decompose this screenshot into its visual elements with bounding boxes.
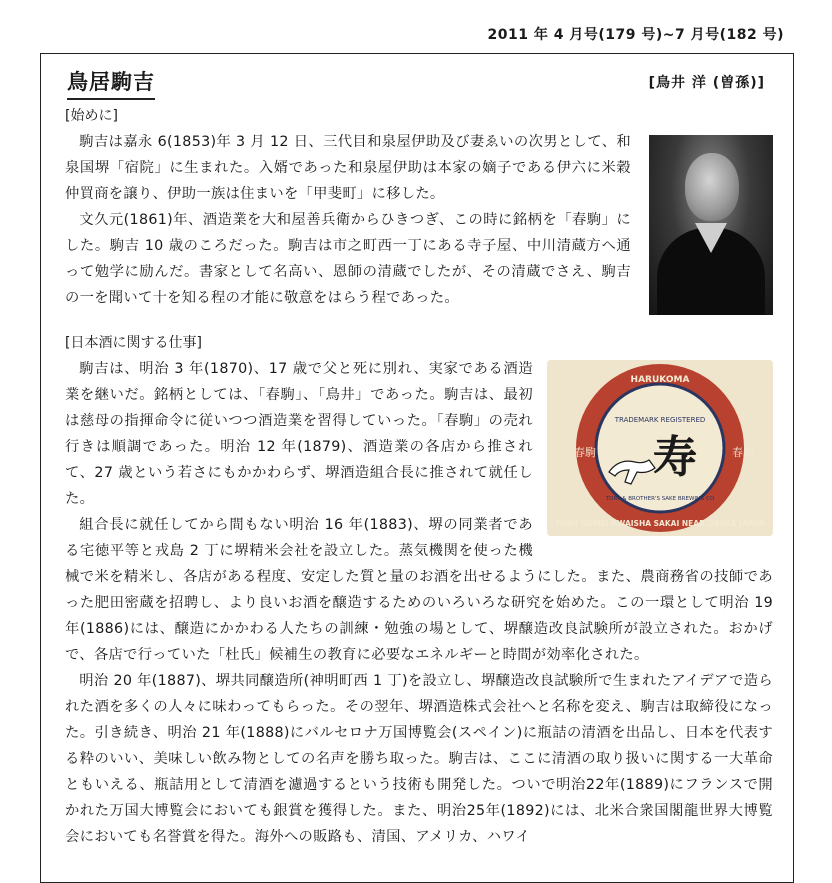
svg-text:TRADEMARK REGISTERED: TRADEMARK REGISTERED	[614, 416, 706, 424]
article-title: 鳥居駒吉	[67, 66, 155, 100]
paragraph: 組合長に就任してから間もない明治 16 年(1883)、堺の同業者である宅徳平等と戎島 2 丁に堺精米会社を設立した。蒸気機関を使った機械で米を精米し、各店がある程度、安定した質と量のお酒を出せるようにした。また、農商務省の技師であった肥田密蔵を招聘し、より良いお酒を醸造するためのいろいろな研究を始めた。この一環として明治 19 年(1886)には、醸造にかかわる人たちの訓練・勉強の場として、堺醸造改良試験所が設立された。おかげで、各店で行っていた「杜氏」候補生の教育に必要なエネルギーと時間が効率化された。	[65, 517, 773, 663]
paragraph: 明治 20 年(1887)、堺共同醸造所(神明町西 1 丁)を設立し、堺醸造改良試験所で生まれたアイデアで造られた酒を多くの人々に味わってもらった。その翌年、堺酒造株式会社へと名称を変え、駒吉は取締役になった。引き続き、明治 21 年(1888)にバルセロナ万国博覧会(スペイン)に瓶詰の清酒を出品し、日本を代表する粋のいい、美味しい飲み物としての名声を勝ち取った。駒吉は、ここに清酒の取り扱いに関する一大革命ともいえる、瓶詰用として清酒を濾過するという技術も開発した。ついで明治22年(1889)にフランスで開かれた万国大博覧会においても銀賞を獲得した。また、明治25年(1892)には、北米合衆国閣龍世界大博覧会においても名誉賞を得た。海外への販路も、清国、アメリカ、ハワイ	[65, 673, 773, 845]
section-heading-sake-work: [日本酒に関する仕事]	[65, 335, 202, 351]
svg-text:TORII GOMEI KWAISHA SAKAI NEAR: TORII GOMEI KWAISHA SAKAI NEAR OSAKA JAPAN	[555, 519, 765, 528]
issue-number: 2011 年 4 月号(179 号)~7 月号(182 号)	[487, 27, 784, 43]
portrait-photo	[649, 135, 773, 315]
svg-text:TORII & BROTHER'S SAKE BREWING: TORII & BROTHER'S SAKE BREWING CO	[605, 496, 715, 502]
article-frame	[40, 53, 794, 883]
paragraph: 駒吉は、明治 3 年(1870)、17 歳で父と死に別れ、実家である酒造業を継いだ。銘柄としては、「春駒」、「鳥井」であった。駒吉は、最初は慈母の指揮命令に従いつつ酒造業を習得していった。「春駒」の売れ行きは順調であった。明治 12 年(1879)、酒造業の各店から推されて、27 歳という若さにもかかわらず、堺酒造組合長に推されて就任した。	[65, 361, 533, 507]
svg-text:寿: 寿	[653, 432, 697, 483]
article-author: [鳥井 洋 (曽孫)]	[648, 75, 765, 91]
svg-text:HARUKOMA: HARUKOMA	[630, 375, 690, 385]
sake-label-image	[547, 360, 773, 536]
article-body	[65, 104, 773, 850]
svg-text:春駒: 春駒	[732, 446, 754, 459]
paragraph: 文久元(1861)年、酒造業を大和屋善兵衛からひきつぎ、この時に銘柄を「春駒」にした。駒吉 10 歳のころだった。駒吉は市之町西一丁にある寺子屋、中川清蔵方へ通って勉学に励んだ。書家として名高い、恩師の清蔵でしたが、その清蔵でさえ、駒吉の一を聞いて十を知る程の才能に敬意をはらう程であった。	[65, 212, 631, 306]
svg-text:春駒: 春駒	[574, 446, 596, 459]
section-heading-intro: [始めに]	[65, 108, 118, 124]
paragraph: 駒吉は嘉永 6(1853)年 3 月 12 日、三代目和泉屋伊助及び妻ゑいの次男として、和泉国堺「宿院」に生まれた。入婿であった和泉屋伊助は本家の嫡子である伊六に米穀仲買商を譲り、伊助一族は住まいを「甲斐町」に移した。	[65, 134, 631, 202]
